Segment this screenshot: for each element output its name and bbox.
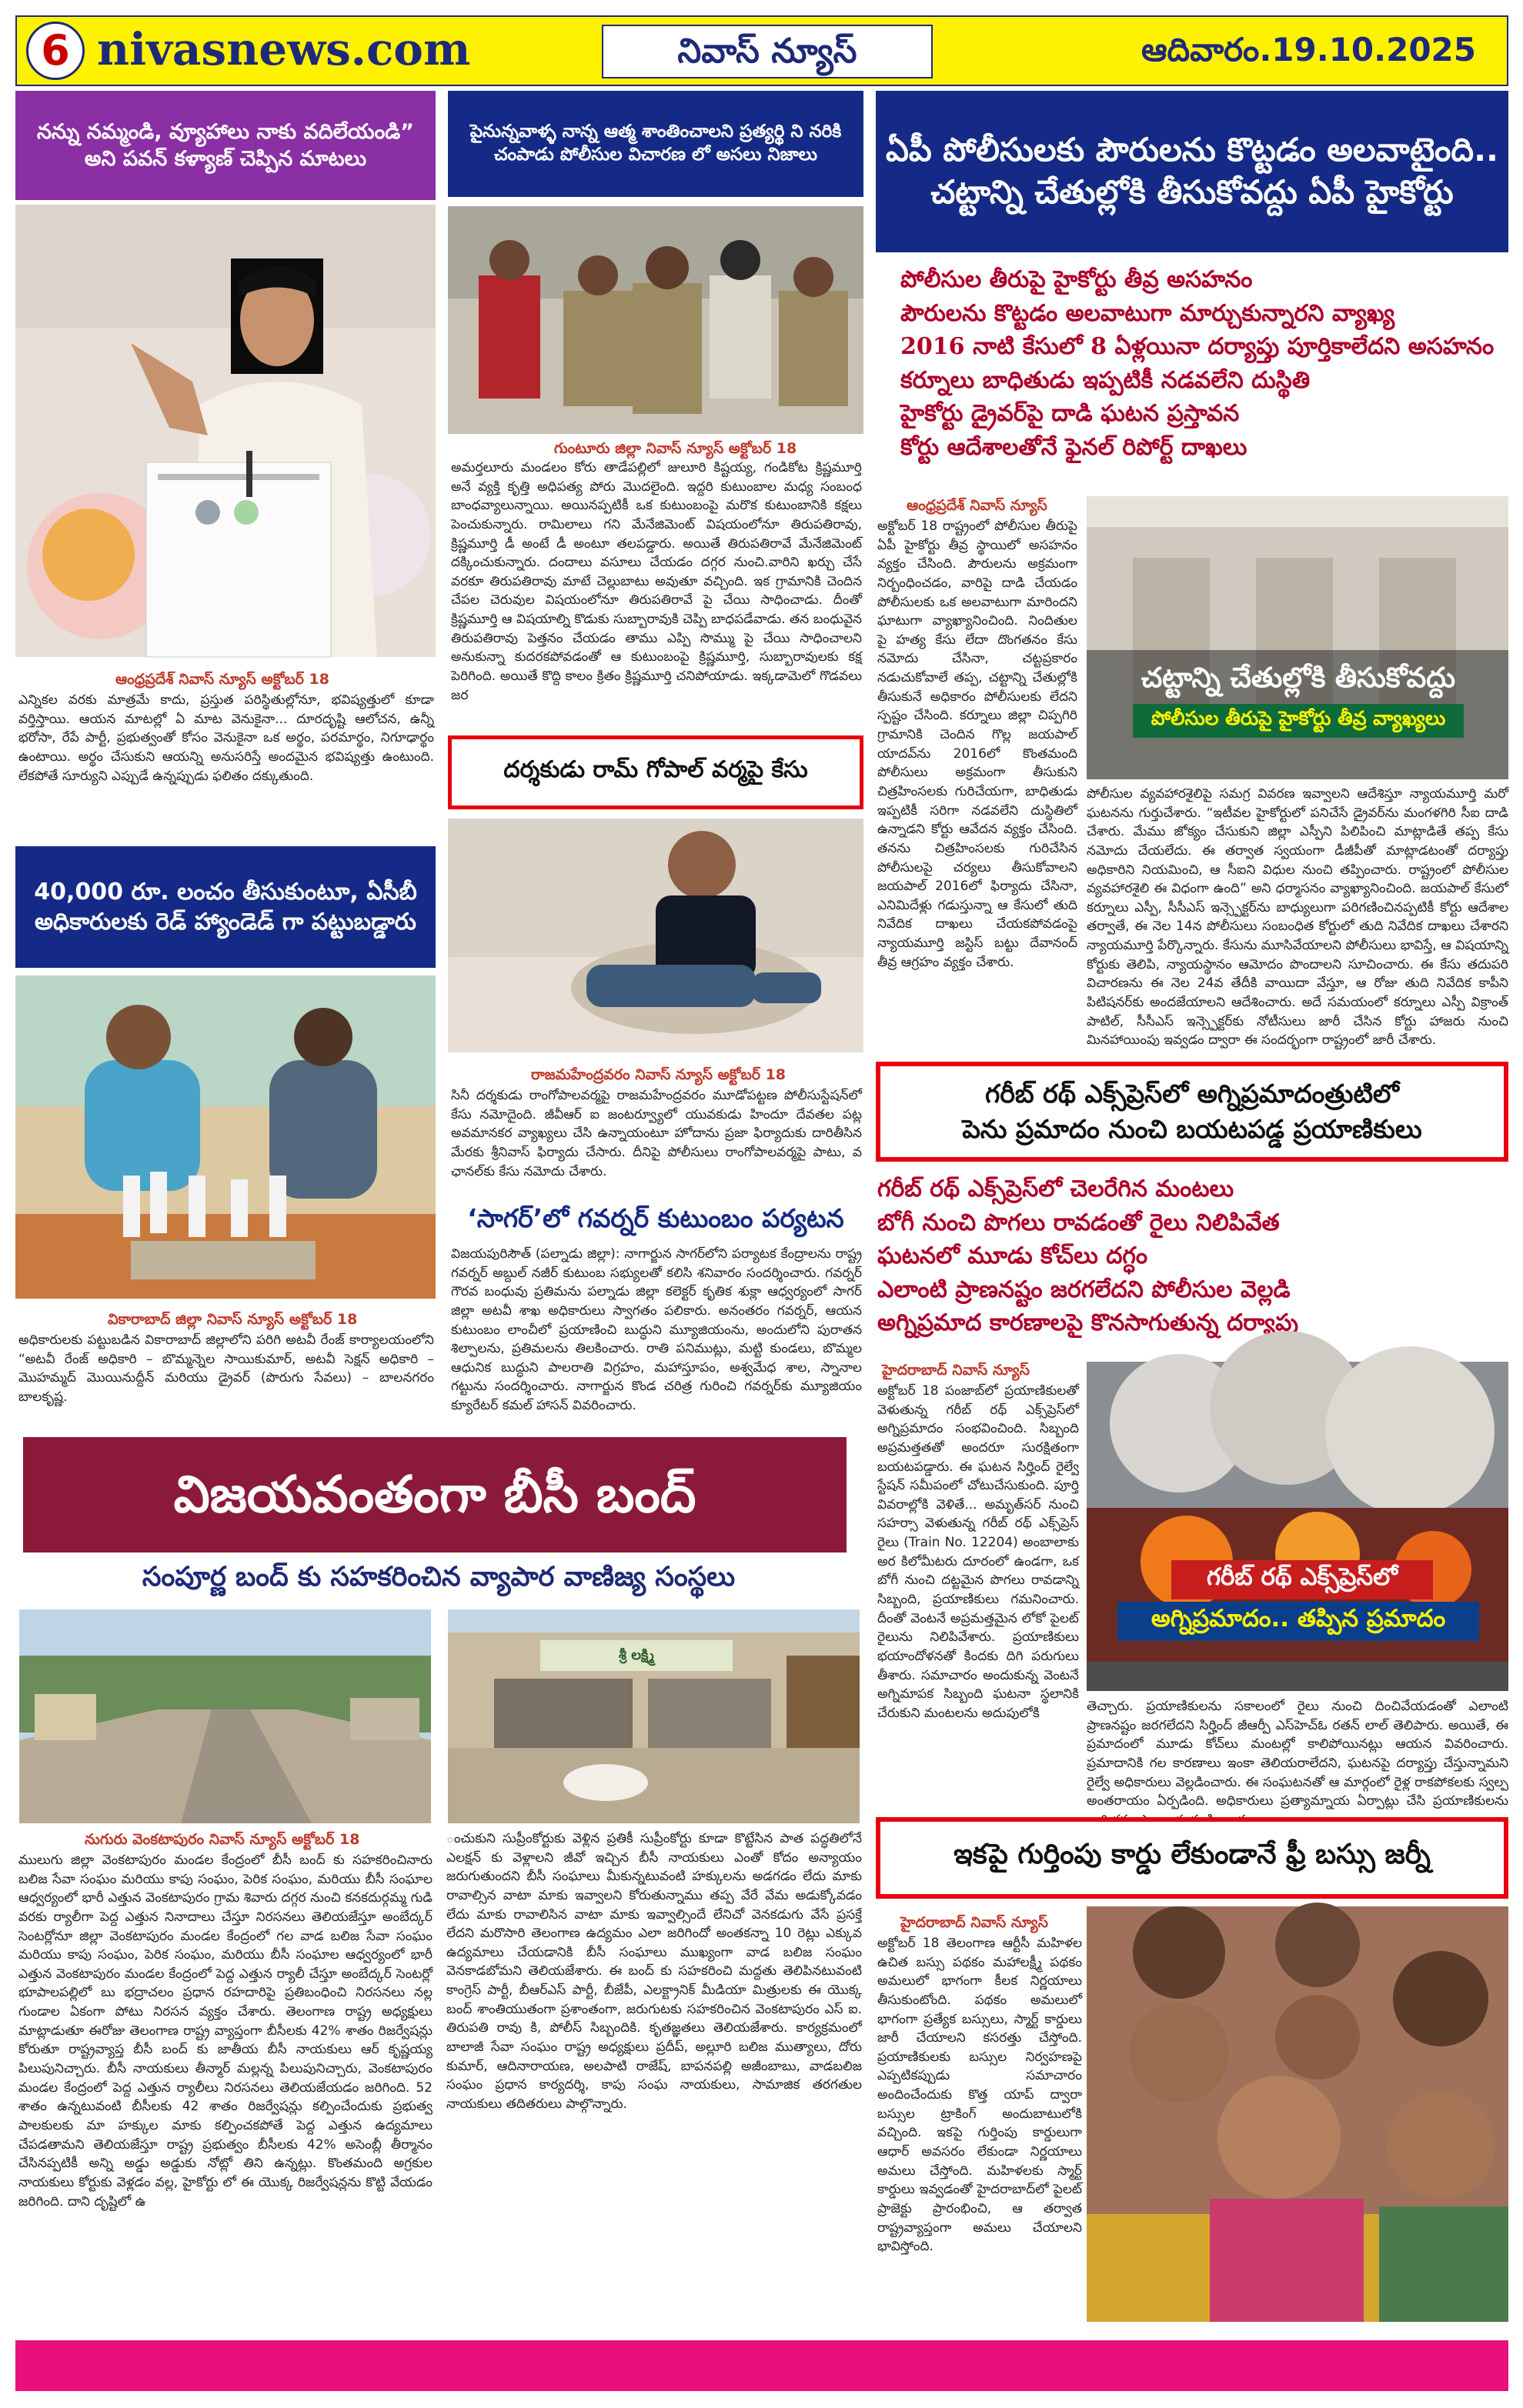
- highcourt-point: హైకోర్టు డ్రైవర్‌పై దాడి ఘటన ప్రస్తావన: [900, 400, 1240, 427]
- governor-headline: ‘సాగర్’లో గవర్నర్ కుటుంబం పర్యటన: [467, 1203, 844, 1233]
- bc-shops-photo: [448, 1609, 860, 1823]
- bus-headline: ఇకపై గుర్తింపు కార్డు లేకుండానే ఫ్రీ బస్సు జర్నీ: [880, 1822, 1504, 1894]
- pawan-dateline: ఆంధ్రప్రదేశ్ నివాస్ న్యూస్ అక్టోబర్ 18: [115, 671, 329, 688]
- train-photo-caption2: అగ్నిప్రమాదం.. తప్పిన ప్రమాదం: [1117, 1602, 1479, 1641]
- page-number: 6: [26, 22, 85, 80]
- highcourt-point: కర్నూలు బాధితుడు ఇప్పటికీ నడవలేని దుస్థితి: [900, 366, 1311, 394]
- bus-headline-box: [876, 1817, 1508, 1899]
- train-headline-box: [876, 1062, 1508, 1162]
- rgv-body: సినీ దర్శకుడు రాంగోపాలవర్మపై రాజమహేంద్రవరం మూడోపట్టణ పోలీసుస్టేషన్‌లో కేసు నమోదైంది. జీవీఆర్ ఐ జంటర్వ్యూలో యువకుడు హిందూ దేవతల పట్ల అవమానకర వ్యాఖ్యలు చేసి ఉన్నాయంటూ హోదాను ప్రజా ఫిర్యాదుకు దారితీసిన మేరకు శ్రీనివాస్ ఫిర్యాదు చేసారు. దీనిపై పోలీసులు రాంగోపాలవర్మపై పాటు, వ ఛానల్‌కు కేసు నమోదు చేశారు.: [451, 1088, 862, 1179]
- rgv-photo: [448, 819, 863, 1052]
- train-dateline: హైదరాబాద్ నివాస్ న్యూస్: [882, 1362, 1030, 1379]
- bc-body-right: ంచుకుని సుప్రీంకోర్టుకు వెళ్లిన ప్రతికీ సుప్రీంకోర్టు కూడా కొట్టేసిన పాత పద్ధతిలోనే ఎలక్షన్ కు వెళ్లాలని జీవో ఇచ్చిన బీసీ నాయకులు ఎంతో కోదం అన్యాయం జరుగుతుందని బీసీ సంఘాలు మీకున్నటువంటి హక్కులను అడగడం లేదు మాకు రావాల్సిన వాటా మాకు ఇవ్వాలని కోరుతున్నాము తప్ప వేరే వేమ అడుక్కోవడం లేదు మాకు రావాలిసిన వాటా మాకు ఇవ్వాల్సిందే లేనిచో వెనకడుగు వేసే ప్రసక్తే లేదని మరొసారి తెలంగాణ ఉద్యమం ఎలా జరిగిందో అంతకన్నా 10 రెట్లు ఎక్కువ ఉద్యమాలు చేయడానికి బీసీ సంఘాలు ముఖ్యంగా వాడ బలిజ సంఘం వెనకాడబోమని తెలియజేశారు. ఈ బంద్ కు సహకరించి మద్దతు తెలిపినటువంటి కాంగ్రెస్ పార్టీ, బీఆర్ఎస్ పార్టీ, బీజేపీ, ఎలక్ట్రానిక్ మీడియా మిత్రులకు ఈ యొక్క బంద్ శాంతియుతంగా ప్రశాంతంగా, జరుగుటకు సహకరించిన వెంకటాపురం ఎస్ ఐ. తిరుపతి రావు కి, పోలీస్ సిబ్బందికి. కృతజ్ఞతలు తెలియజేశారు. కార్యక్రమంలో బాలాజీ సేవా సంఘం రాష్ట్ర అధ్యక్షులు ప్రదీప్, అల్లూరి బలిజ ముత్యాలు, దోరు కుమార్, ఆదినారాయణ, అలపాటి రాజేష్, బాపనపల్లి అజీంబాబు, వాడబలిజ సంఘం ప్రధాన కార్యదర్శి, కాపు సంఘ నాయకులు, సామాజిక తరగతుల నాయకులు తదితరులు పాల్గొన్నారు.: [446, 1831, 862, 2112]
- acb-photo: [15, 976, 436, 1299]
- highcourt-headline-box: [876, 91, 1508, 252]
- pawan-photo: [15, 205, 436, 657]
- police-headline: పైనున్నవాళ్ళ నాన్న ఆత్మ శాంతించాలని ప్రత్యర్థి ని నరికి చంపాడు పోలీసుల విచారణ లో అసలు నిజాలు: [469, 122, 842, 165]
- highcourt-photo-caption2: పోలీసుల తీరుపై హైకోర్టు తీవ్ర వ్యాఖ్యలు: [1133, 704, 1464, 738]
- bc-body-left: ములుగు జిల్లా వెంకటాపురం మండల కేంద్రంలో బీసీ బంద్ కు సహకరించినారు బలిజ సేవా సంఘం మరియు కాపు సంఘం, పెరిక సంఘం, మరియు బీసీ సంఘాల ఆధ్వర్యంలో భారీ ఎత్తున వెంకటాపురం గ్రామ శివారు దగ్గర నుంచి కనకదుర్గమ్మ గుడి వరకు ర్యాలీగా పెద్ద ఎత్తున నినాదాలు చేస్తూ నిరసనలు తెలియజేస్తూ అంబేద్కర్ సెంటర్లోనూ జిల్లా వెంకటాపురం మండల కేంద్రంలో గల వాడ బలిజ సేవా సంఘం మరియు కాపు సంఘం, పెరిక సంఘం, మరియు బీసీ సంఘాల ఆధ్వర్యంలో భారీ ఎత్తున వెంకటాపురం మండల కేంద్రంలో పెద్ద ఎత్తున ర్యాలీ చేస్తూ అంబేద్కర్ సెంటర్లో భూపాలపల్లిలో బు భద్రాచలం ప్రధాన రహదారిపై ప్రతిబంధించి నిరసనలు నల్ల గుండాల ఏకంగా పోటు నిరసన వ్యక్తం చేశారు. తెలంగాణ రాష్ట్ర అధ్యక్షులు మాట్లాడుతూ ఈరోజు తెలంగాణ రాష్ట్ర వ్యాప్తంగా బీసీలకు 42% శాతం రిజర్వేషన్లు కోరుతూ రాష్ట్రవ్యాప్త బీసీ బంద్ కు జాతీయ బీసీ నాయకులు ఆర్ కృష్ణయ్య పిలుపునిచ్చారు. బీసీ నాయకులు తీన్మార్ మల్లన్న పిలుపునిచ్చారు, వెంకటాపురం మండల కేంద్రంలో పెద్ద ఎత్తున ర్యాలీలు నిరసనలు తెలియజేయడం జరిగింది. 52 శాతం ఉన్నటువంటి బీసీలకు 42 శాతం రిజర్వేషన్లు కల్పించేందుకు ప్రభుత్వ పాలకులకు మా హక్కుల మాకు కల్పించకపోతే పెద్ద ఎత్తున ఉద్యమాలు చేపడతామని తెలియజేస్తూ రాష్ట్ర ప్రభుత్వం బీసీలకు 42% అసెంబ్లీ తీర్మానం చేసినప్పటికీ అన్ని అడ్డు అడ్డుకు నోట్లో తిని ఉన్నట్లు. కొంతమంది అగ్రకుల నాయకులు కోర్టుకు వెళ్లడం వల్ల, హైకోర్టు లో ఈ యొక్క రిజర్వేషన్లను కొట్టి వేయడం జరిగింది. దాని దృష్టిలో ఉ: [18, 1853, 433, 2210]
- bus-body: అక్టోబర్ 18 తెలంగాణ ఆర్టీసీ మహిళల ఉచిత బస్సు పథకం మహాలక్ష్మీ పథకం అమలులో భాగంగా కీలక నిర్ణయాలు తీసుకుంటోంది. పథకం అమలులో భాగంగా ప్రత్యేక బస్సులు, స్మార్ట్ కార్డులు జారీ చేయాలని కసరత్తు చేస్తోంది. ప్రయాణికులకు బస్సుల నిర్వహణపై ఎప్పటికప్పుడు సమాచారం అందించేందుకు కొత్త యాప్ ద్వారా బస్సుల ట్రాకింగ్ అందుబాటులోకి వచ్చింది. ఇకపై గుర్తింపు కార్డులుగా ఆధార్ అవసరం లేకుండా నిర్ణయాలు అమలు చేస్తోంది. మహిళలకు స్మార్ట్ కార్డులు ఇవ్వడంతో హైదరాబాద్‌లో పైలట్ ప్రాజెక్టు ప్రారంభించి, ఆ తర్వాత రాష్ట్రవ్యాప్తంగా అమలు చేయాలని భావిస్తోంది.: [877, 1936, 1082, 2255]
- train-headline-line1: గరీబ్ రథ్ ఎక్స్‌ప్రెస్‌లో అగ్నిప్రమాదంత్రుటిలో: [985, 1078, 1399, 1109]
- train-body-narrow: అక్టోబర్ 18 పంజాబ్‌లో ప్రయాణికులతో వెళుతున్న గరీబ్ రథ్ ఎక్స్‌ప్రెస్‌లో అగ్నిప్రమాదం సంభవించింది. సిబ్బంది అప్రమత్తతతో అందరూ సురక్షితంగా బయటపడ్డారు. ఈ ఘటన సిర్హింద్ రైల్వే స్టేషన్ సమీపంలో చోటుచేసుకుంది. పూర్తి వివరాల్లోకి వెళితే... అమృత్‌సర్ నుంచి సహర్సా వెళుతున్న గరీబ్ రథ్ ఎక్స్‌ప్రెస్ రైలు (Train No. 12204) అంబాలాకు అర కిలోమీటరు దూరంలో ఉండగా, ఒక బోగీ నుంచి దట్టమైన పొగలు రావడాన్ని సిబ్బంది, ప్రయాణికులు గమనించారు. దీంతో వెంటనే అప్రమత్తమైన లోకో పైలట్ రైలును నిలిపివేశారు. ప్రయాణికులు భయాందోళనతో కిందకు దిగి పరుగులు తీశారు. సమాచారం అందుకున్న వెంటనే అగ్నిమాపక సిబ్బంది ఘటనా స్థలానికి చేరుకుని మంటలను అదుపులోకి: [877, 1383, 1079, 1721]
- governor-body: విజయపురిసౌత్ (పల్నాడు జిల్లా): నాగార్జున సాగర్‌లోని పర్యాటక కేంద్రాలను రాష్ట్ర గవర్నర్ అబ్దుల్ నజీర్ కుటుంబ సభ్యులతో కలిసి శనివారం సందర్శించారు. గవర్నర్ గౌరవ బంధువు ప్రతిమను పల్నాడు జిల్లా కలెక్టర్ కృతిక శుక్లా ఆధ్వర్యంలో సాగర్ జిల్లా అటవీ శాఖ అధికారులు స్వాగతం పలికారు. అనంతరం గవర్నర్, ఆయన కుటుంబం లాంచీలో ప్రయాణించి బుద్ధుని మ్యూజియంను, అందులోని పురాతన శిల్పాలను, ప్రతిమలను తిలకించారు. రాతి పనిముట్లు, మట్టి కుండలు, బొమ్మల ఆధునిక బుద్ధుని పాలరాతి విగ్రహం, మహాస్తూపం, అశ్వమేధ శాల, స్నానాల గట్టును సందర్శించారు. నాగార్జున కొండ చరిత్ర గురించి గవర్నర్‌కు మ్యూజియం క్యూరేటర్ కమల్ హాసన్ వివరించారు.: [451, 1246, 862, 1414]
- train-point: అగ్నిప్రమాద కారణాలపై కొనసాగుతున్న దర్యాప్తు: [877, 1309, 1299, 1336]
- police-photo: [448, 206, 863, 434]
- train-photo-caption1: గరీబ్ రథ్ ఎక్స్‌ప్రెస్‌లో: [1171, 1560, 1433, 1599]
- pawan-headline-box: [15, 91, 436, 200]
- acb-dateline: వికారాబాద్ జిల్లా నివాస్ న్యూస్ అక్టోబర్ 18: [108, 1311, 358, 1328]
- highcourt-photo-caption1: చట్టాన్ని చేతుల్లోకి తీసుకోవద్దు: [1141, 662, 1456, 694]
- newspaper-title: నివాస్ న్యూస్: [602, 25, 933, 78]
- bus-dateline: హైదరాబాద్ నివాస్ న్యూస్: [900, 1914, 1048, 1931]
- highcourt-body-narrow: అక్టోబర్ 18 రాష్ట్రంలో పోలీసుల తీరుపై ఏపీ హైకోర్టు తీవ్ర స్థాయిలో అసహనం వ్యక్తం చేసింది. పౌరులను అక్రమంగా నిర్బంధించడం, వారిపై దాడి చేయడం పోలీసులకు ఒక అలవాటుగా మారిందని ఘాటుగా వ్యాఖ్యానించింది. నిందితుల పై హత్య కేసు లేదా దొంగతనం కేసు నమోదు చేసినా, చట్టప్రకారం నడుచుకోవాలే తప్ప, చట్టాన్ని చేతుల్లోకి తీసుకునే అధికారం పోలీసులకు లేదని స్పష్టం చేసింది. కర్నూలు జిల్లా చిప్పగిరి గ్రామానికి చెందిన గొల్ల జయపాల్ యాదవ్‌ను 2016లో కొంతమంది పోలీసులు అక్రమంగా తీసుకుని చిత్రహింసలకు గురిచేయగా, బాధితుడు ఇప్పటికీ సరిగా నడవలేని దుస్థితిలో ఉన్నాడని కోర్టు ఆవేదన వ్యక్తం చేసింది. తనను చిత్రహింసలకు గురిచేసిన పోలీసులపై చర్యలు తీసుకోవాలని జయపాల్ 2016లో ఫిర్యాదు చేసినా, ఎనిమిదేళ్లు గడుస్తున్నా ఆ కేసులో తుది నివేదిక దాఖలు చేయకపోవడంపై న్యాయమూర్తి జస్టిస్ బట్టు దేవానంద్ తీవ్ర ఆగ్రహం వ్యక్తం చేశారు.: [877, 519, 1077, 970]
- highcourt-point: 2016 నాటి కేసులో 8 ఏళ్లయినా దర్యాప్తు పూర్తికాలేదని అసహనం: [900, 333, 1495, 360]
- acb-body: అధికారులకు పట్టుబడిన వికారాబాద్ జిల్లాలోని పరిగి అటవీ రేంజ్ కార్యాలయంలోని “అటవీ రేంజ్ అధికారి – బొమ్మన్నెల సాయికుమార్, అటవీ సెక్షన్ అధికారి – మొహమ్మద్ మొయినుద్దీన్ మరియు డ్రైవర్ (పొరుగు సేవలు) – బాలనగరం బాలకృష్ణ.: [18, 1332, 434, 1405]
- pawan-body: ఎన్నికల వరకు మాత్రమే కాదు, ప్రస్తుత పరిస్థితుల్లోనూ, భవిష్యత్తులో కూడా వర్తిస్తాయి. ఆయన మాటల్లో ఏ మాట వెనుకైనా... దూరదృష్టి ఆలోచన, ఉన్నీ భరోసా, రేపే పార్టీ, ప్రభుత్వంతో కోసం వెనుకైనా ఒక అర్థం, పరమార్థం, నిగూఢార్థం ఉంటాయి. అర్థం చేసుకుని ఆయన్ని అనుసరిస్తే అందమైన భవిష్యత్తు ఉంటుంది. లేకపోతే సూర్యుని ఎప్పుడే ఉన్నప్పుడు ఫలితం దక్కుతుంది.: [18, 692, 434, 784]
- highcourt-point: పోలీసుల తీరుపై హైకోర్టు తీవ్ర అసహనం: [900, 266, 1253, 293]
- footer-bar: [15, 2340, 1508, 2391]
- pawan-headline-line1: నన్ను నమ్మండి, వ్యూహాలు నాకు వదిలేయండి”: [36, 119, 415, 144]
- bus-women-photo: [1087, 1906, 1508, 2322]
- highcourt-headline-line1: ఏపీ పోలీసులకు పౌరులను కొట్టడం అలవాటైంది..: [886, 131, 1498, 169]
- train-point: గరీబ్ రథ్ ఎక్స్‌ప్రెస్‌లో చెలరేగిన మంటలు: [877, 1176, 1234, 1202]
- bc-road-photo: [19, 1609, 431, 1823]
- highcourt-photo: [1087, 496, 1508, 779]
- train-body-wide: తెచ్చారు. ప్రయాణికులను సకాలంలో రైలు నుంచి దించివేయడంతో ఎలాంటి ప్రాణనష్టం జరగలేదని సిర్హింద్ జీఆర్పీ ఎస్‌హెచ్ఓ రతన్ లాల్ తెలిపారు. అయితే, ఈ ప్రమాదంలో మూడు కోచ్‌లు మంటల్లో కాలిపోయినట్లు ఆయన వివరించారు. ప్రమాదానికి గల కారణాలు ఇంకా తెలియరాలేదని, ఘటనపై దర్యాప్తు చేస్తున్నామని రైల్వే అధికారులు వెల్లడించారు. ఈ సంఘటనతో ఆ మార్గంలో రైళ్ల రాకపోకలకు స్వల్ప అంతరాయం ఏర్పడింది. అధికారులు ప్రత్యామ్నాయ ఏర్పాట్లు చేసి ప్రయాణికులను: [1087, 1699, 1508, 1809]
- rgv-dateline: రాజమహేంద్రవరం నివాస్ న్యూస్ అక్టోబర్ 18: [531, 1066, 787, 1083]
- police-dateline: గుంటూరు జిల్లా నివాస్ న్యూస్ అక్టోబర్ 18: [554, 440, 797, 457]
- highcourt-dateline: ఆంధ్రప్రదేశ్ నివాస్ న్యూస్: [907, 497, 1047, 514]
- train-headline-line2: పెను ప్రమాదం నుంచి బయటపడ్డ ప్రయాణికులు: [962, 1114, 1422, 1144]
- highcourt-headline-line2: చట్టాన్ని చేతుల్లోకి తీసుకోవద్దు ఏపీ హైకోర్టు: [930, 173, 1454, 211]
- bc-banner-text: విజయవంతంగా బీసీ బంద్: [173, 1465, 696, 1525]
- police-body: అమర్తలూరు మండలం కోరు తాడేపల్లిలో జులూరి కిష్టయ్య, గండికోట క్రిష్ణమూర్తి అనే వ్యక్తి కృత్తి అధిపత్య పోరు మొదలైంది. ఇద్దరి కుటుంబాల మధ్య సంబంధ బాంధవ్యాలున్నాయి. అయినప్పటికీ ఒక కుటుంబంపై మరొక కుటుంబానికి కక్షలు పెంచుకున్నారు. రామిలాలు గని మేనేజిమెంట్ విషయంలోనూ తిరుపతిరావు, క్రిష్ణమూర్తి డీ అంటే డీ అంటూ తలపడ్డారు. అయితే తిరుపతిరావే మేనేజిమెంట్ దక్కించుకున్నారు. దందాలు వసూలు చేయడం దగ్గర నుంచి.వారిని ఖర్చు చేసే వరకూ తిరుపతిరావు మాటే చెల్లుబాటు అవుతూ వచ్చింది. ఇక గ్రామానికి చెందిన చేపల చెరువుల విషయంలోనూ తిరుపతిరావే పై చేయి సాధించాడు. దీంతో క్రిష్ణమూర్తి ఆ విషయాల్ని కొడుకు సుబ్బారావుకి చెప్పి బాధపడేవాడు. తన బంధువైన తిరుపతిరావు పెత్తనం చేయడం తాము ఎప్పి సొమ్ము పై చేయి సాధించాలని అనుకున్నా కుదరకపోవడంతో ఆ కుటుంబంపై క్రిష్ణమూర్తి, సుబ్బారావులకు కక్ష పెరిగింది. అయితే కొద్ది కాలం క్రితం క్రిష్ణమూర్తి చనిపోయాడు. ఇక్కడామెలో గొడవలు జర: [451, 460, 862, 703]
- highcourt-point: పౌరులను కొట్టడం అలవాటుగా మార్చుకున్నారని వ్యాఖ్య: [900, 299, 1395, 327]
- bc-subhead: సంపూర్ణ బంద్ కు సహకరించిన వ్యాపార వాణిజ్య సంస్థలు: [142, 1562, 736, 1593]
- bc-dateline: నుగురు వెంకటాపురం నివాస్ న్యూస్ అక్టోబర్ 18: [85, 1831, 360, 1848]
- train-points: [877, 1172, 1298, 1340]
- highcourt-body-wide: పోలీసుల వ్యవహారశైలిపై సమగ్ర వివరణ ఇవ్వాలని ఆదేశిస్తూ న్యాయమూర్తి మరో ఘటనను గుర్తుచేశారు. “ఇటీవల హైకోర్టులో పనిచేసే డ్రైవర్‌ను మంగళగిరి సీఐ దాడి చేశారు. మేము జోక్యం చేసుకుని జిల్లా ఎస్పీని పిలిపించి మాట్లాడితే తప్ప కేసు నమోదు చేయలేదు. ఈ తర్వాత స్వయంగా డీజీపీతో మాట్లాడటంతో దర్యాప్తు అధికారిని నియమించి, ఆ సీఐని విధుల నుంచి తప్పించారు. రాష్ట్రంలో పోలీసుల వ్యవహారశైలి ఈ విధంగా ఉంది” అని ధర్మాసనం వ్యాఖ్యానించింది. జయపాల్ కేసులో కర్నూలు ఎస్పీ, సీసీఎస్ ఇన్స్పెక్టర్‌ను బాధ్యులుగా పరిగణించినప్పటికీ కోర్టు ఆదేశాల తర్వాతే, ఈ నెల 14న పోలీసులు సంబంధిత కోర్టులో తుది నివేదిక దాఖలు చేశారని న్యాయమూర్తి పేర్కొన్నారు. కేసును మూసివేయాలని పోలీసులు భావిస్తే, ఆ విషయాన్ని కోర్టుకు తెలిపి, న్యాయస్థానం ఆమోదం పొందాలని సూచించారు. ఈ కేసు తదుపరి విచారణను ఈ నెల 24వ తేదీకి వాయిదా వేస్తూ, ఆ రోజు తుది నివేదిక కాపీని పిటిషనర్‌కు అందజేయాలని ఆదేశించారు. అదే సమయంలో కర్నూలు ఎస్పీ విక్రాంత్ పాటిల్, సీసీఎస్ ఇన్స్పెక్టర్‌కు నోటీసులు జారీ చేసిన కోర్టు హాజరు నుంచి మినహాయింపు ఇవ్వడం ద్వారా ఈ సందర్భంగా రాష్ట్రంలో జారీ చేశారు.: [1087, 786, 1508, 1049]
- train-point: ఎలాంటి ప్రాణనష్టం జరగలేదని పోలీసుల వెల్లడి: [877, 1276, 1291, 1303]
- police-headline-box: [448, 91, 863, 197]
- acb-headline: 40,000 రూ. లంచం తీసుకుంటూ, ఏసీబీ అధికారులకు రెడ్ హ్యాండెడ్ గా పట్టుబడ్డారు: [34, 879, 417, 936]
- train-fire-photo: [1087, 1362, 1508, 1691]
- train-point: ఘటనలో మూడు కోచ్‌లు దగ్ధం: [877, 1242, 1148, 1269]
- acb-headline-box: [15, 846, 436, 968]
- issue-date: ఆదివారం.19.10.2025: [1141, 31, 1476, 68]
- bc-banner: [23, 1437, 847, 1553]
- highcourt-points: [900, 263, 1494, 464]
- site-name: nivasnews.com: [97, 23, 471, 75]
- masthead: [15, 15, 1508, 86]
- rgv-headline-box: [448, 735, 863, 809]
- train-point: బోగీ నుంచి పొగలు రావడంతో రైలు నిలిపివేత: [877, 1209, 1280, 1236]
- rgv-headline: దర్శకుడు రామ్ గోపాల్ వర్మపై కేసు: [452, 739, 860, 805]
- highcourt-point: కోర్టు ఆదేశాలతోనే ఫైనల్ రిపోర్ట్ దాఖలు: [900, 433, 1247, 461]
- bc-shop-sign: శ్రీ లక్ష్మి: [619, 1647, 654, 1663]
- pawan-headline-line2: అని పవన్ కళ్యాణ్ చెప్పిన మాటలు: [84, 147, 367, 171]
